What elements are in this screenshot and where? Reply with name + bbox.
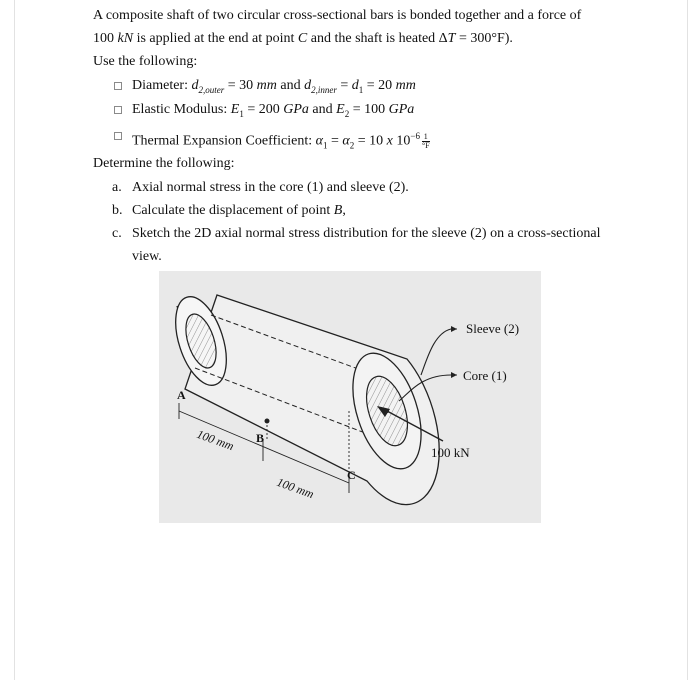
point-c-label: C	[347, 468, 356, 482]
sleeve-label: Sleeve (2)	[466, 321, 520, 336]
use-following-heading: Use the following:	[93, 54, 198, 69]
bullet-box-icon	[114, 132, 122, 140]
bullet-box-icon	[114, 106, 122, 114]
dimension-2-label: 100 mm	[274, 474, 316, 502]
point-a-label: A	[177, 388, 186, 402]
item-c-letter: c.	[112, 226, 122, 241]
item-c-text-continued: view.	[132, 249, 162, 264]
item-a-letter: a.	[112, 180, 122, 195]
determine-heading: Determine the following:	[93, 156, 235, 171]
dimension-1-label: 100 mm	[194, 426, 236, 454]
item-b-text: Calculate the displacement of point B,	[132, 203, 346, 218]
item-b-letter: b.	[112, 203, 123, 218]
intro-line-1: A composite shaft of two circular cross-sectional bars is bonded together and a force of	[93, 8, 582, 23]
intro-line-2: 100 kN is applied at the end at point C and the shaft is heated ΔT = 300°F).	[93, 31, 513, 46]
shaft-figure	[159, 271, 541, 523]
item-a-text: Axial normal stress in the core (1) and sleeve (2).	[132, 180, 409, 195]
force-label: 100 kN	[431, 445, 470, 460]
given-diameter: Diameter: $d_{2,outer} = 30$ mm and $d_{2,inner} = d_1 = 20$ mm	[132, 78, 416, 95]
core-label: Core (1)	[463, 368, 507, 383]
shaft-drawing	[159, 271, 541, 523]
given-elastic-modulus: Elastic Modulus: $E_1 = 200$ GPa and $E_2 = 100$ GPa	[132, 102, 415, 119]
bullet-box-icon	[114, 82, 122, 90]
given-thermal-coefficient: Thermal Expansion Coefficient: $\alpha_1 = \alpha_2 = 10$ x $10^{-6}$ $\frac{1}{^\circ F}$	[132, 131, 430, 151]
item-c-text: Sketch the 2D axial normal stress distribution for the sleeve (2) on a cross-sectional	[132, 226, 601, 241]
point-b-label: B	[256, 431, 265, 445]
